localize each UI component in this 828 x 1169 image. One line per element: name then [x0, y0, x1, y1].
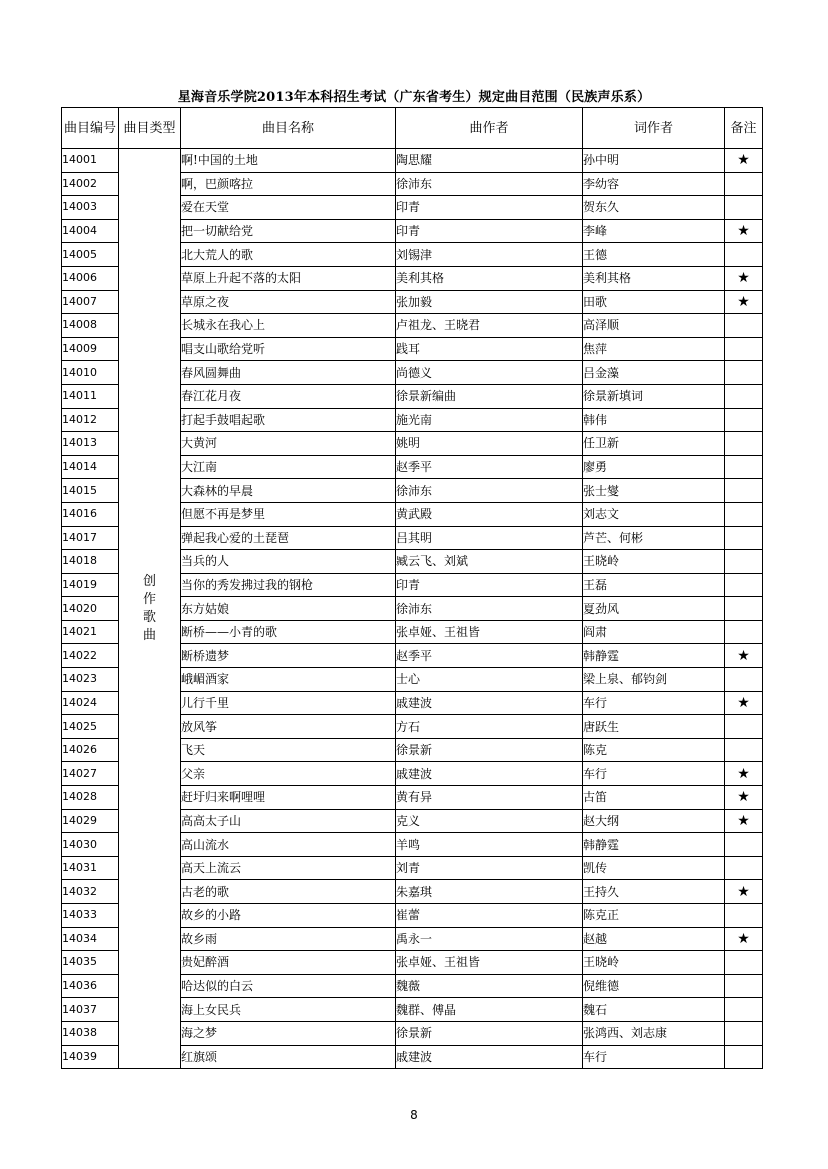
row-name: 高高太子山 [181, 809, 396, 833]
row-number: 14026 [62, 738, 119, 762]
row-lyricist: 车行 [583, 762, 725, 786]
star-icon: ★ [725, 880, 763, 904]
row-number: 14033 [62, 904, 119, 928]
row-number: 14028 [62, 786, 119, 810]
star-icon: ★ [725, 809, 763, 833]
row-name: 高山流水 [181, 833, 396, 857]
row-number: 14010 [62, 361, 119, 385]
row-lyricist: 徐景新填词 [583, 384, 725, 408]
row-composer: 士心 [396, 668, 583, 692]
row-name: 长城永在我心上 [181, 314, 396, 338]
row-note [725, 620, 763, 644]
row-number: 14013 [62, 432, 119, 456]
row-note [725, 833, 763, 857]
row-number: 14007 [62, 290, 119, 314]
row-lyricist: 孙中明 [583, 149, 725, 173]
row-name: 古老的歌 [181, 880, 396, 904]
row-name: 啊!中国的土地 [181, 149, 396, 173]
row-lyricist: 贺东久 [583, 196, 725, 220]
header-number: 曲目编号 [62, 108, 119, 149]
star-icon: ★ [725, 219, 763, 243]
row-composer: 克义 [396, 809, 583, 833]
row-number: 14017 [62, 526, 119, 550]
row-name: 儿行千里 [181, 691, 396, 715]
row-composer: 戚建波 [396, 691, 583, 715]
category-cell [119, 149, 181, 1069]
page-number: 8 [410, 1108, 418, 1122]
row-lyricist: 梁上泉、郁钧剑 [583, 668, 725, 692]
header-composer: 曲作者 [396, 108, 583, 149]
row-number: 14038 [62, 1021, 119, 1045]
row-number: 14031 [62, 856, 119, 880]
row-name: 爱在天堂 [181, 196, 396, 220]
row-lyricist: 陈克 [583, 738, 725, 762]
row-composer: 赵季平 [396, 455, 583, 479]
row-note [725, 1045, 763, 1069]
row-number: 14037 [62, 998, 119, 1022]
row-lyricist: 张鸿西、刘志康 [583, 1021, 725, 1045]
row-number: 14019 [62, 573, 119, 597]
row-name: 断桥——小青的歌 [181, 620, 396, 644]
row-note [725, 172, 763, 196]
row-name: 父亲 [181, 762, 396, 786]
header-name: 曲目名称 [181, 108, 396, 149]
row-lyricist: 王晓岭 [583, 951, 725, 975]
row-number: 14032 [62, 880, 119, 904]
row-lyricist: 陈克正 [583, 904, 725, 928]
table-row [62, 149, 763, 173]
row-composer: 赵季平 [396, 644, 583, 668]
row-note [725, 384, 763, 408]
row-composer: 臧云飞、刘斌 [396, 550, 583, 574]
row-lyricist: 王德 [583, 243, 725, 267]
row-lyricist: 美利其格 [583, 266, 725, 290]
row-lyricist: 张士燮 [583, 479, 725, 503]
header-note: 备注 [725, 108, 763, 149]
star-icon: ★ [725, 927, 763, 951]
row-name: 故乡的小路 [181, 904, 396, 928]
row-number: 14015 [62, 479, 119, 503]
header-type: 曲目类型 [119, 108, 181, 149]
row-number: 14024 [62, 691, 119, 715]
row-note [725, 337, 763, 361]
row-name: 东方姑娘 [181, 597, 396, 621]
row-note [725, 361, 763, 385]
row-name: 哈达似的白云 [181, 974, 396, 998]
row-number: 14029 [62, 809, 119, 833]
row-lyricist: 王持久 [583, 880, 725, 904]
row-lyricist: 韩静霆 [583, 644, 725, 668]
row-composer: 张加毅 [396, 290, 583, 314]
row-composer: 印青 [396, 196, 583, 220]
star-icon: ★ [725, 290, 763, 314]
row-number: 14036 [62, 974, 119, 998]
row-composer: 卢祖龙、王晓君 [396, 314, 583, 338]
star-icon: ★ [725, 149, 763, 173]
row-composer: 徐景新 [396, 1021, 583, 1045]
row-note [725, 550, 763, 574]
document-title: 星海音乐学院2013年本科招生考试（广东省考生）规定曲目范围（民族声乐系） [177, 90, 651, 105]
row-lyricist: 王晓岭 [583, 550, 725, 574]
row-composer: 践耳 [396, 337, 583, 361]
row-name: 赶圩归来啊哩哩 [181, 786, 396, 810]
row-name: 贵妃醉酒 [181, 951, 396, 975]
category-label: 创作歌曲 [142, 573, 156, 643]
row-number: 14002 [62, 172, 119, 196]
row-composer: 印青 [396, 573, 583, 597]
star-icon: ★ [725, 762, 763, 786]
row-composer: 徐沛东 [396, 479, 583, 503]
row-lyricist: 唐跃生 [583, 715, 725, 739]
row-composer: 黄武殿 [396, 502, 583, 526]
row-composer: 徐沛东 [396, 597, 583, 621]
table-body [62, 149, 763, 1069]
row-composer: 尚德义 [396, 361, 583, 385]
row-number: 14001 [62, 149, 119, 173]
row-lyricist: 倪维德 [583, 974, 725, 998]
row-name: 把一切献给党 [181, 219, 396, 243]
header-lyricist: 词作者 [583, 108, 725, 149]
row-composer: 陶思耀 [396, 149, 583, 173]
row-lyricist: 李峰 [583, 219, 725, 243]
row-composer: 徐沛东 [396, 172, 583, 196]
row-number: 14005 [62, 243, 119, 267]
row-number: 14014 [62, 455, 119, 479]
row-name: 弹起我心爱的土琵琶 [181, 526, 396, 550]
row-number: 14006 [62, 266, 119, 290]
row-number: 14023 [62, 668, 119, 692]
row-number: 14009 [62, 337, 119, 361]
row-lyricist: 车行 [583, 1045, 725, 1069]
row-note [725, 526, 763, 550]
row-lyricist: 田歌 [583, 290, 725, 314]
row-lyricist: 芦芒、何彬 [583, 526, 725, 550]
row-name: 北大荒人的歌 [181, 243, 396, 267]
row-note [725, 455, 763, 479]
row-note [725, 243, 763, 267]
row-composer: 印青 [396, 219, 583, 243]
row-name: 红旗颂 [181, 1045, 396, 1069]
row-composer: 施光南 [396, 408, 583, 432]
row-number: 14011 [62, 384, 119, 408]
row-note [725, 479, 763, 503]
row-lyricist: 任卫新 [583, 432, 725, 456]
row-number: 14027 [62, 762, 119, 786]
row-name: 故乡雨 [181, 927, 396, 951]
row-name: 啊，巴颜喀拉 [181, 172, 396, 196]
row-note [725, 974, 763, 998]
row-lyricist: 凯传 [583, 856, 725, 880]
row-number: 14004 [62, 219, 119, 243]
row-composer: 黄有异 [396, 786, 583, 810]
row-name: 大黄河 [181, 432, 396, 456]
row-composer: 张卓娅、王祖皆 [396, 951, 583, 975]
row-number: 14012 [62, 408, 119, 432]
row-lyricist: 刘志文 [583, 502, 725, 526]
row-composer: 吕其明 [396, 526, 583, 550]
row-name: 高天上流云 [181, 856, 396, 880]
row-note [725, 573, 763, 597]
row-lyricist: 阎肃 [583, 620, 725, 644]
row-lyricist: 王磊 [583, 573, 725, 597]
row-name: 当兵的人 [181, 550, 396, 574]
row-name: 峨嵋酒家 [181, 668, 396, 692]
repertoire-table [61, 107, 763, 1069]
row-lyricist: 魏石 [583, 998, 725, 1022]
row-lyricist: 赵越 [583, 927, 725, 951]
row-lyricist: 吕金藻 [583, 361, 725, 385]
row-composer: 羊鸣 [396, 833, 583, 857]
row-note [725, 408, 763, 432]
row-name: 放风筝 [181, 715, 396, 739]
row-note [725, 502, 763, 526]
row-composer: 方石 [396, 715, 583, 739]
row-number: 14034 [62, 927, 119, 951]
row-number: 14025 [62, 715, 119, 739]
row-lyricist: 夏劲风 [583, 597, 725, 621]
row-composer: 美利其格 [396, 266, 583, 290]
row-composer: 戚建波 [396, 762, 583, 786]
row-number: 14020 [62, 597, 119, 621]
row-name: 当你的秀发拂过我的钢枪 [181, 573, 396, 597]
row-name: 草原之夜 [181, 290, 396, 314]
row-number: 14030 [62, 833, 119, 857]
row-lyricist: 赵大纲 [583, 809, 725, 833]
star-icon: ★ [725, 691, 763, 715]
row-number: 14039 [62, 1045, 119, 1069]
table-header-row [62, 108, 763, 149]
row-note [725, 904, 763, 928]
row-name: 大森林的早晨 [181, 479, 396, 503]
star-icon: ★ [725, 786, 763, 810]
row-note [725, 597, 763, 621]
row-name: 草原上升起不落的太阳 [181, 266, 396, 290]
row-name: 断桥遗梦 [181, 644, 396, 668]
row-name: 大江南 [181, 455, 396, 479]
row-name: 春风圆舞曲 [181, 361, 396, 385]
row-note [725, 856, 763, 880]
row-name: 唱支山歌给党听 [181, 337, 396, 361]
row-name: 飞天 [181, 738, 396, 762]
row-note [725, 314, 763, 338]
row-number: 14003 [62, 196, 119, 220]
row-composer: 戚建波 [396, 1045, 583, 1069]
row-lyricist: 韩伟 [583, 408, 725, 432]
row-composer: 朱嘉琪 [396, 880, 583, 904]
row-name: 春江花月夜 [181, 384, 396, 408]
row-composer: 刘锡津 [396, 243, 583, 267]
row-lyricist: 古笛 [583, 786, 725, 810]
row-number: 14016 [62, 502, 119, 526]
row-number: 14008 [62, 314, 119, 338]
row-note [725, 738, 763, 762]
row-composer: 徐景新编曲 [396, 384, 583, 408]
row-note [725, 998, 763, 1022]
row-composer: 魏薇 [396, 974, 583, 998]
row-note [725, 432, 763, 456]
row-number: 14018 [62, 550, 119, 574]
row-composer: 禹永一 [396, 927, 583, 951]
row-lyricist: 车行 [583, 691, 725, 715]
row-number: 14021 [62, 620, 119, 644]
row-note [725, 1021, 763, 1045]
row-composer: 刘青 [396, 856, 583, 880]
row-name: 海之梦 [181, 1021, 396, 1045]
row-lyricist: 李幼容 [583, 172, 725, 196]
row-lyricist: 韩静霆 [583, 833, 725, 857]
row-composer: 徐景新 [396, 738, 583, 762]
row-composer: 崔蕾 [396, 904, 583, 928]
row-number: 14035 [62, 951, 119, 975]
row-note [725, 715, 763, 739]
row-composer: 姚明 [396, 432, 583, 456]
row-note [725, 196, 763, 220]
star-icon: ★ [725, 644, 763, 668]
row-lyricist: 焦萍 [583, 337, 725, 361]
row-lyricist: 高泽顺 [583, 314, 725, 338]
row-note [725, 668, 763, 692]
row-number: 14022 [62, 644, 119, 668]
row-composer: 张卓娅、王祖皆 [396, 620, 583, 644]
row-note [725, 951, 763, 975]
row-name: 但愿不再是梦里 [181, 502, 396, 526]
row-name: 打起手鼓唱起歌 [181, 408, 396, 432]
row-composer: 魏群、傅晶 [396, 998, 583, 1022]
row-lyricist: 廖勇 [583, 455, 725, 479]
star-icon: ★ [725, 266, 763, 290]
row-name: 海上女民兵 [181, 998, 396, 1022]
